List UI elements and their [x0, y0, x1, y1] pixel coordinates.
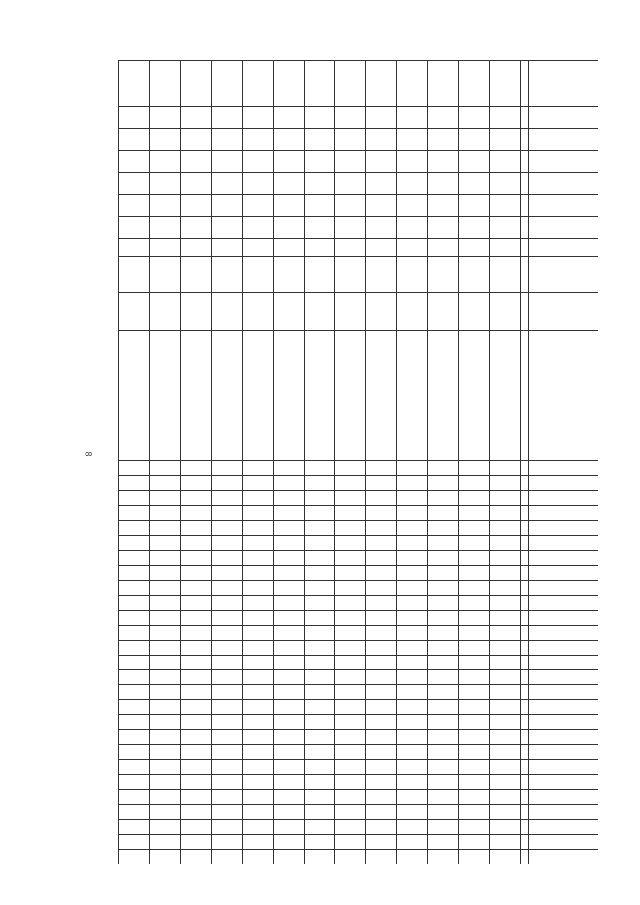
column-separator — [118, 60, 598, 61]
column-header — [502, 218, 542, 236]
column-separator — [118, 256, 598, 257]
column-separator — [118, 684, 598, 685]
row-name — [119, 332, 147, 456]
column-separator — [118, 729, 598, 730]
column-separator — [118, 490, 598, 491]
column-header — [502, 108, 542, 126]
row-name — [397, 332, 425, 456]
column-separator — [118, 610, 598, 611]
column-separator — [118, 849, 598, 850]
column-header — [502, 240, 542, 254]
row-name — [305, 332, 333, 456]
column-separator — [118, 625, 598, 626]
row-name — [274, 332, 302, 456]
column-header — [502, 196, 542, 214]
row-name — [181, 332, 209, 456]
column-separator — [118, 550, 598, 551]
column-separator — [118, 744, 598, 745]
rotated-table — [118, 60, 598, 864]
column-separator — [118, 172, 598, 173]
column-separator — [118, 774, 598, 775]
column-separator — [118, 330, 598, 331]
column-header — [502, 294, 542, 328]
column-header — [502, 152, 542, 170]
column-separator — [118, 655, 598, 656]
column-separator — [118, 505, 598, 506]
column-separator — [118, 759, 598, 760]
column-separator — [118, 535, 598, 536]
row-name — [490, 332, 518, 456]
column-separator — [118, 520, 598, 521]
row-name — [212, 332, 240, 456]
column-separator — [118, 804, 598, 805]
column-separator — [118, 475, 598, 476]
column-separator — [118, 699, 598, 700]
column-header — [502, 130, 542, 148]
column-header — [502, 258, 542, 290]
column-separator — [118, 834, 598, 835]
column-header — [502, 174, 542, 192]
column-separator — [118, 714, 598, 715]
column-separator — [118, 595, 598, 596]
column-separator — [118, 580, 598, 581]
column-separator — [118, 150, 598, 151]
row-name — [366, 332, 394, 456]
column-separator — [118, 106, 598, 107]
column-separator — [118, 128, 598, 129]
row-name — [459, 332, 487, 456]
column-separator — [118, 460, 598, 461]
column-separator — [118, 565, 598, 566]
row-name — [150, 332, 178, 456]
column-separator — [118, 669, 598, 670]
column-separator — [118, 819, 598, 820]
row-name — [243, 332, 271, 456]
column-header — [502, 62, 542, 104]
column-separator — [118, 238, 598, 239]
page-number: 8 — [83, 451, 94, 457]
column-separator — [118, 194, 598, 195]
column-separator — [118, 292, 598, 293]
row-name — [335, 332, 363, 456]
row-name — [428, 332, 456, 456]
column-separator — [118, 640, 598, 641]
column-separator — [118, 789, 598, 790]
column-separator — [118, 216, 598, 217]
